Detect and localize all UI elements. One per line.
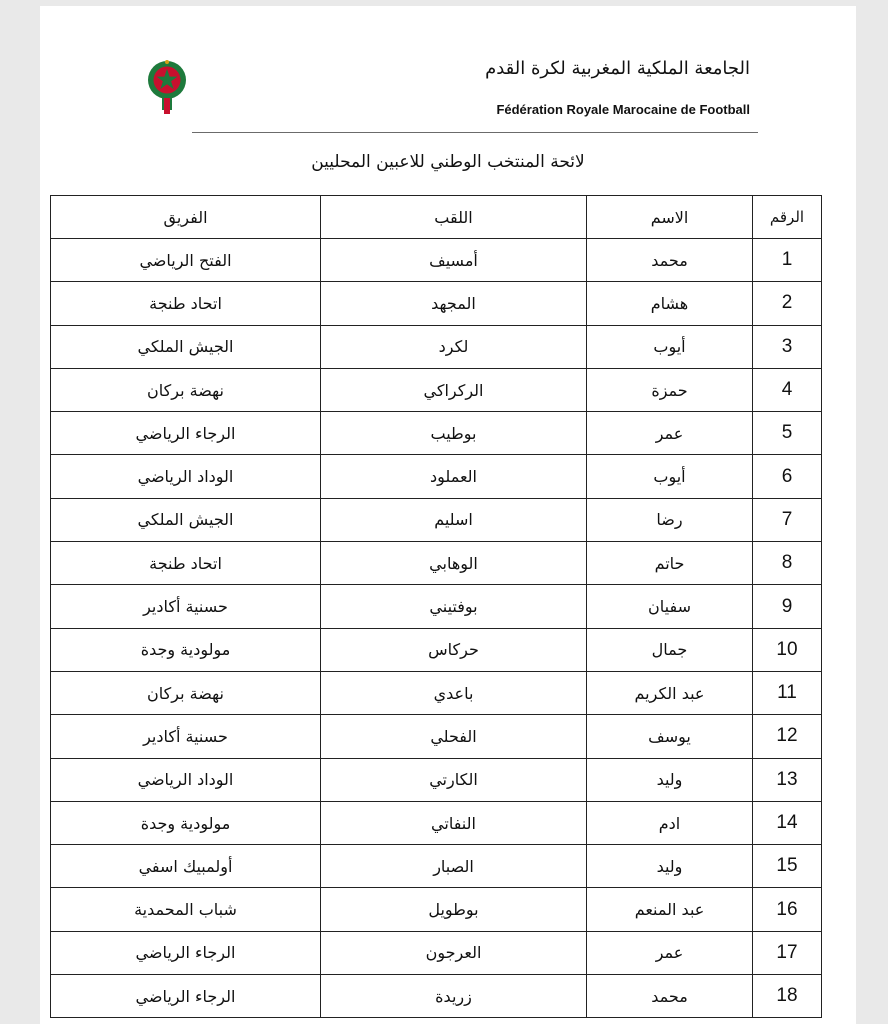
- header-divider: [192, 132, 758, 133]
- table-row: [51, 412, 822, 455]
- player-team: أولمبيك اسفي: [51, 845, 321, 888]
- header-name: الاسم: [587, 196, 753, 239]
- table-row: [51, 845, 822, 888]
- player-name: حاتم: [587, 542, 753, 585]
- table-row: [51, 975, 822, 1018]
- row-number: 3: [753, 325, 822, 368]
- players-table: [50, 195, 822, 1018]
- player-name: رضا: [587, 498, 753, 541]
- player-surname: أمسيف: [321, 239, 587, 282]
- table-row: [51, 325, 822, 368]
- player-name: سفيان: [587, 585, 753, 628]
- player-surname: الصبار: [321, 845, 587, 888]
- document-page: [40, 6, 856, 1024]
- player-surname: بوطويل: [321, 888, 587, 931]
- row-number: 5: [753, 412, 822, 455]
- table-row: [51, 455, 822, 498]
- frmf-crest-icon: [142, 58, 192, 116]
- table-row: [51, 585, 822, 628]
- row-number: 12: [753, 715, 822, 758]
- player-name: محمد: [587, 239, 753, 282]
- row-number: 7: [753, 498, 822, 541]
- player-surname: المجهد: [321, 282, 587, 325]
- table-header-row: [51, 196, 822, 239]
- table-row: [51, 368, 822, 411]
- player-surname: الركراكي: [321, 368, 587, 411]
- player-team: مولودية وجدة: [51, 628, 321, 671]
- header-team: الفريق: [51, 196, 321, 239]
- player-team: الوداد الرياضي: [51, 758, 321, 801]
- player-name: عبد الكريم: [587, 671, 753, 714]
- header-surname: اللقب: [321, 196, 587, 239]
- row-number: 1: [753, 239, 822, 282]
- player-team: مولودية وجدة: [51, 801, 321, 844]
- header-number: الرقم: [753, 196, 822, 239]
- player-team: اتحاد طنجة: [51, 282, 321, 325]
- row-number: 11: [753, 671, 822, 714]
- player-team: الرجاء الرياضي: [51, 931, 321, 974]
- player-surname: حركاس: [321, 628, 587, 671]
- player-surname: باعدي: [321, 671, 587, 714]
- table-row: [51, 931, 822, 974]
- player-name: حمزة: [587, 368, 753, 411]
- player-surname: الكارتي: [321, 758, 587, 801]
- table-row: [51, 715, 822, 758]
- row-number: 18: [753, 975, 822, 1018]
- player-name: عمر: [587, 412, 753, 455]
- player-name: أيوب: [587, 325, 753, 368]
- row-number: 4: [753, 368, 822, 411]
- player-name: جمال: [587, 628, 753, 671]
- player-team: نهضة بركان: [51, 671, 321, 714]
- player-team: حسنية أكادير: [51, 585, 321, 628]
- player-surname: النفاتي: [321, 801, 587, 844]
- player-team: نهضة بركان: [51, 368, 321, 411]
- table-row: [51, 282, 822, 325]
- row-number: 6: [753, 455, 822, 498]
- player-surname: الوهابي: [321, 542, 587, 585]
- player-surname: الفحلي: [321, 715, 587, 758]
- table-row: [51, 888, 822, 931]
- player-name: أيوب: [587, 455, 753, 498]
- player-surname: بوطيب: [321, 412, 587, 455]
- player-team: الرجاء الرياضي: [51, 412, 321, 455]
- player-name: محمد: [587, 975, 753, 1018]
- table-row: [51, 671, 822, 714]
- player-surname: بوفتيني: [321, 585, 587, 628]
- document-title: لائحة المنتخب الوطني للاعبين المحليين: [311, 152, 585, 172]
- player-team: الفتح الرياضي: [51, 239, 321, 282]
- table-row: [51, 239, 822, 282]
- player-name: عمر: [587, 931, 753, 974]
- player-team: اتحاد طنجة: [51, 542, 321, 585]
- player-surname: اسليم: [321, 498, 587, 541]
- row-number: 2: [753, 282, 822, 325]
- row-number: 13: [753, 758, 822, 801]
- player-team: حسنية أكادير: [51, 715, 321, 758]
- player-surname: العرجون: [321, 931, 587, 974]
- table-row: [51, 542, 822, 585]
- row-number: 15: [753, 845, 822, 888]
- row-number: 14: [753, 801, 822, 844]
- federation-name-french: Fédération Royale Marocaine de Football: [496, 102, 750, 117]
- player-team: الرجاء الرياضي: [51, 975, 321, 1018]
- player-team: الجيش الملكي: [51, 498, 321, 541]
- table-row: [51, 801, 822, 844]
- player-name: عبد المنعم: [587, 888, 753, 931]
- player-name: وليد: [587, 758, 753, 801]
- player-surname: لكرد: [321, 325, 587, 368]
- player-team: الوداد الرياضي: [51, 455, 321, 498]
- player-name: ادم: [587, 801, 753, 844]
- table-row: [51, 498, 822, 541]
- row-number: 9: [753, 585, 822, 628]
- player-name: وليد: [587, 845, 753, 888]
- table-row: [51, 758, 822, 801]
- player-team: شباب المحمدية: [51, 888, 321, 931]
- player-team: الجيش الملكي: [51, 325, 321, 368]
- player-surname: زريدة: [321, 975, 587, 1018]
- player-surname: العملود: [321, 455, 587, 498]
- player-name: يوسف: [587, 715, 753, 758]
- table-row: [51, 628, 822, 671]
- row-number: 8: [753, 542, 822, 585]
- federation-name-arabic: الجامعة الملكية المغربية لكرة القدم: [485, 58, 750, 79]
- player-name: هشام: [587, 282, 753, 325]
- row-number: 10: [753, 628, 822, 671]
- table-body: [51, 239, 822, 1018]
- row-number: 16: [753, 888, 822, 931]
- row-number: 17: [753, 931, 822, 974]
